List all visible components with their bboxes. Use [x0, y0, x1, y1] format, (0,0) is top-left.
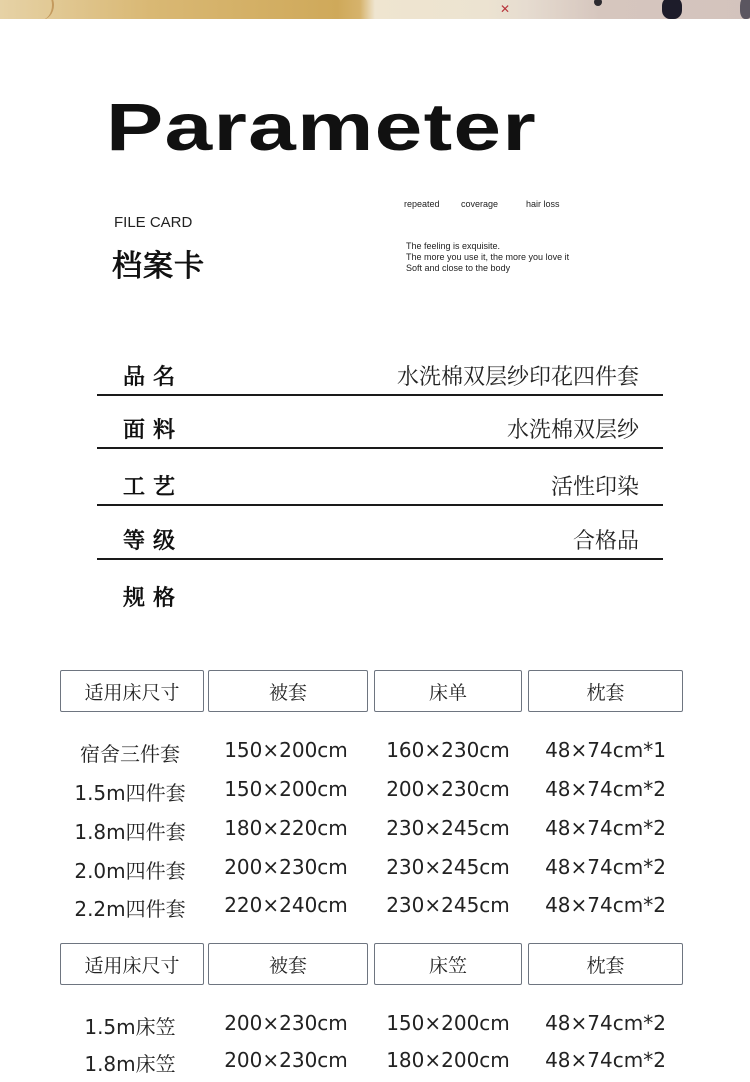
- tag-hair-loss: hair loss: [526, 199, 560, 209]
- cell: 48×74cm*2: [545, 855, 666, 879]
- cell: 2.0m四件套: [74, 859, 186, 883]
- divider: [97, 394, 663, 396]
- table1-header-pillowcase: 枕套: [528, 670, 683, 712]
- cell: 150×200cm: [224, 777, 348, 801]
- product-photo-strip: [0, 0, 750, 19]
- file-card-label-en: FILE CARD: [114, 214, 193, 231]
- param-label: 面料: [123, 418, 184, 443]
- table2-row: [0, 1048, 750, 1078]
- table1-header-bed-sheet: 床单: [374, 670, 522, 712]
- param-label: 规格: [123, 586, 184, 611]
- cell: 1.5m四件套: [74, 781, 186, 805]
- param-row-craft: [97, 466, 663, 506]
- table1-row: [0, 738, 750, 768]
- cell: 200×230cm: [224, 1048, 348, 1072]
- cell: 48×74cm*2: [545, 1011, 666, 1035]
- table2-row: [0, 1011, 750, 1041]
- cell: 180×200cm: [386, 1048, 510, 1072]
- tag-coverage: coverage: [461, 199, 499, 209]
- param-label: 工艺: [123, 475, 184, 500]
- param-value: 水洗棉双层纱印花四件套: [396, 365, 639, 390]
- cell: 2.2m四件套: [74, 897, 186, 921]
- cell: 48×74cm*2: [545, 777, 666, 801]
- table1-row: [0, 816, 750, 846]
- cell: 180×220cm: [224, 816, 348, 840]
- param-row-grade: [97, 520, 663, 560]
- table1-header-duvet-cover: 被套: [208, 670, 368, 712]
- cell: 230×245cm: [386, 855, 510, 879]
- fabric-fold: [28, 0, 54, 19]
- param-value: 活性印染: [550, 475, 639, 500]
- table1-row: [0, 893, 750, 923]
- table2-header-fitted-sheet: 床笠: [374, 943, 522, 985]
- table1-row: [0, 777, 750, 807]
- cell: 150×200cm: [224, 738, 348, 762]
- print-pattern-mark: ✕: [500, 2, 511, 16]
- divider: [97, 447, 663, 449]
- divider: [97, 558, 663, 560]
- cell: 220×240cm: [224, 893, 348, 917]
- print-pattern-leaf: [740, 0, 750, 19]
- table2-header-pillowcase: 枕套: [528, 943, 683, 985]
- param-value: 合格品: [572, 529, 639, 554]
- cell: 48×74cm*2: [545, 1048, 666, 1072]
- param-row-fabric: [97, 409, 663, 449]
- cell: 150×200cm: [386, 1011, 510, 1035]
- slogan: [406, 241, 569, 274]
- table1-row: [0, 855, 750, 885]
- slogan-line: The more you use it, the more you love it: [406, 252, 570, 262]
- cell: 1.8m床笠: [84, 1052, 176, 1076]
- cell: 160×230cm: [386, 738, 510, 762]
- slogan-line: The feeling is exquisite.: [406, 241, 501, 251]
- cell: 48×74cm*1: [545, 738, 666, 762]
- param-row-spec: [97, 577, 663, 617]
- cell: 1.5m床笠: [84, 1015, 176, 1039]
- page-title: Parameter: [106, 90, 538, 165]
- cell: 1.8m四件套: [74, 820, 186, 844]
- divider: [97, 504, 663, 506]
- cell: 230×245cm: [386, 893, 510, 917]
- table2-header-duvet-cover: 被套: [208, 943, 368, 985]
- print-pattern-leaf: [662, 0, 682, 19]
- file-card-label-cn: 档案卡: [112, 249, 205, 284]
- cell: 200×230cm: [224, 1011, 348, 1035]
- cell: 200×230cm: [224, 855, 348, 879]
- tag-repeated: repeated: [404, 199, 440, 209]
- cell: 48×74cm*2: [545, 893, 666, 917]
- param-label: 等级: [123, 529, 184, 554]
- cell: 48×74cm*2: [545, 816, 666, 840]
- cell: 230×245cm: [386, 816, 510, 840]
- cell: 宿舍三件套: [80, 742, 180, 766]
- param-row-product-name: [97, 356, 663, 396]
- slogan-line: Soft and close to the body: [406, 263, 511, 273]
- print-pattern-dot: [594, 0, 602, 6]
- param-label: 品名: [123, 365, 184, 390]
- cell: 200×230cm: [386, 777, 510, 801]
- table2-header-bed-size: 适用床尺寸: [60, 943, 204, 985]
- param-value: 水洗棉双层纱: [506, 418, 639, 443]
- table1-header-bed-size: 适用床尺寸: [60, 670, 204, 712]
